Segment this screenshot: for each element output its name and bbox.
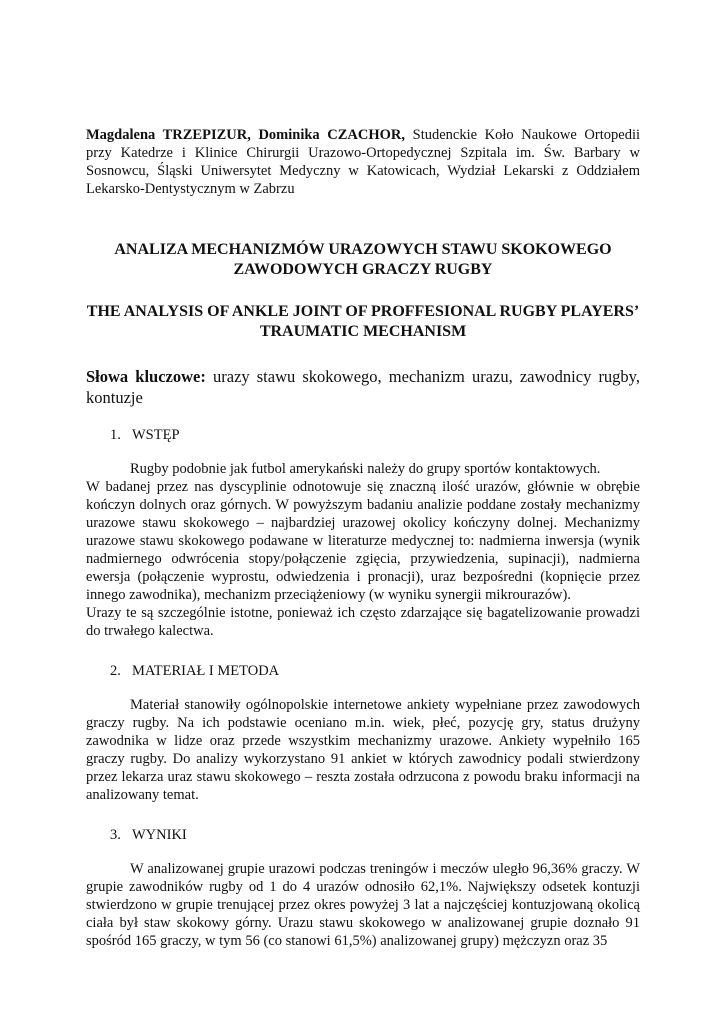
document-page — [86, 126, 640, 950]
section-body-results — [86, 860, 640, 950]
section-number: 2. — [110, 663, 121, 679]
keywords-text: urazy stawu skokowego, mechanizm urazu, zawodnicy rugby, kontuzje — [86, 367, 640, 407]
keywords-label: Słowa kluczowe: — [86, 367, 206, 386]
section-heading-results — [86, 826, 640, 844]
paragraph: Rugby podobnie jak futbol amerykański należy do grupy sportów kontaktowych. — [130, 461, 601, 477]
section-title: WSTĘP — [132, 427, 180, 443]
section-body-methods — [86, 696, 640, 804]
keywords — [86, 366, 640, 408]
section-number: 3. — [110, 827, 121, 843]
title-polish: ANALIZA MECHANIZMÓW URAZOWYCH STAWU SKOKOWEGO ZAWODOWYCH GRACZY RUGBY — [114, 241, 612, 278]
section-title: WYNIKI — [132, 827, 187, 843]
affiliation-text: Studenckie Koło Naukowe Ortopedii przy Katedrze i Klinice Chirurgii Urazowo-Ortopedycznej Szpitala im. Św. Barbary w Sosnowcu, Śląski Uniwersytet Medyczny w Katowicach, Wydział Lekarski z Oddziałem Lekarsko-Dentystycznym w Zabrzu — [86, 127, 640, 197]
section-number: 1. — [110, 427, 121, 443]
paragraph: W badanej przez nas dyscyplinie odnotowuje się znaczną ilość urazów, głównie w obrębie kończyn dolnych oraz górnych. W powyższym badaniu analizie poddane zostały mechanizmy urazowe stawu skokowego – najbardziej urazowej okolicy kończyny dolnej. Mechanizmy urazowe stawu skokowego podawane w literaturze medycznej to: nadmierna inwersja (wynik nadmiernego odwrócenia stopy/połączenie zgięcia, przywiedzenia, supinacji), nadmierna ewersja (połączenie wyprostu, odwiedzenia i pronacji), uraz bezpośredni (kopnięcie przez innego zawodnika), mechanizm przeciążeniowy (w wyniku synergii mikrourazów). — [86, 479, 640, 603]
section-heading-methods — [86, 662, 640, 680]
paragraph: Urazy te są szczególnie istotne, ponieważ ich często zdarzające się bagatelizowanie prowadzi do trwałego kalectwa. — [86, 605, 640, 639]
author-names: Magdalena TRZEPIZUR, Dominika CZACHOR, — [86, 127, 406, 143]
section-title: MATERIAŁ I METODA — [132, 663, 280, 679]
title-english: THE ANALYSIS OF ANKLE JOINT OF PROFFESIONAL RUGBY PLAYERS’ TRAUMATIC MECHANISM — [86, 303, 640, 340]
section-heading-intro — [86, 426, 640, 444]
paragraph: W analizowanej grupie urazowi podczas treningów i meczów uległo 96,36% graczy. W grupie zawodników rugby od 1 do 4 urazów odnosiło 62,1%. Największy odsetek kontuzji stwierdzono w grupie trenującej przez okres powyżej 3 lat a najczęściej kontuzjowaną okolicą ciała był staw skokowy górny. Urazu stawu skokowego w analizowanej grupie doznało 91 spośród 165 graczy, w tym 56 (co stanowi 61,5%) analizowanej grupy) mężczyzn oraz 35 — [86, 861, 640, 949]
author-affiliation — [86, 126, 640, 198]
section-body-intro — [86, 460, 640, 640]
paragraph: Materiał stanowiły ogólnopolskie internetowe ankiety wypełniane przez zawodowych graczy rugby. Na ich podstawie oceniano m.in. wiek, płeć, pozycję gry, status drużyny zawodnika w lidze oraz przede wszystkim mechanizmy urazowe. Ankiety wypełniło 165 graczy rugby. Do analizy wykorzystano 91 ankiet w których zawodnicy podali stwierdzony przez lekarza uraz stawu skokowego – reszta została odrzucona z powodu braku informacji na analizowany temat. — [86, 697, 640, 803]
